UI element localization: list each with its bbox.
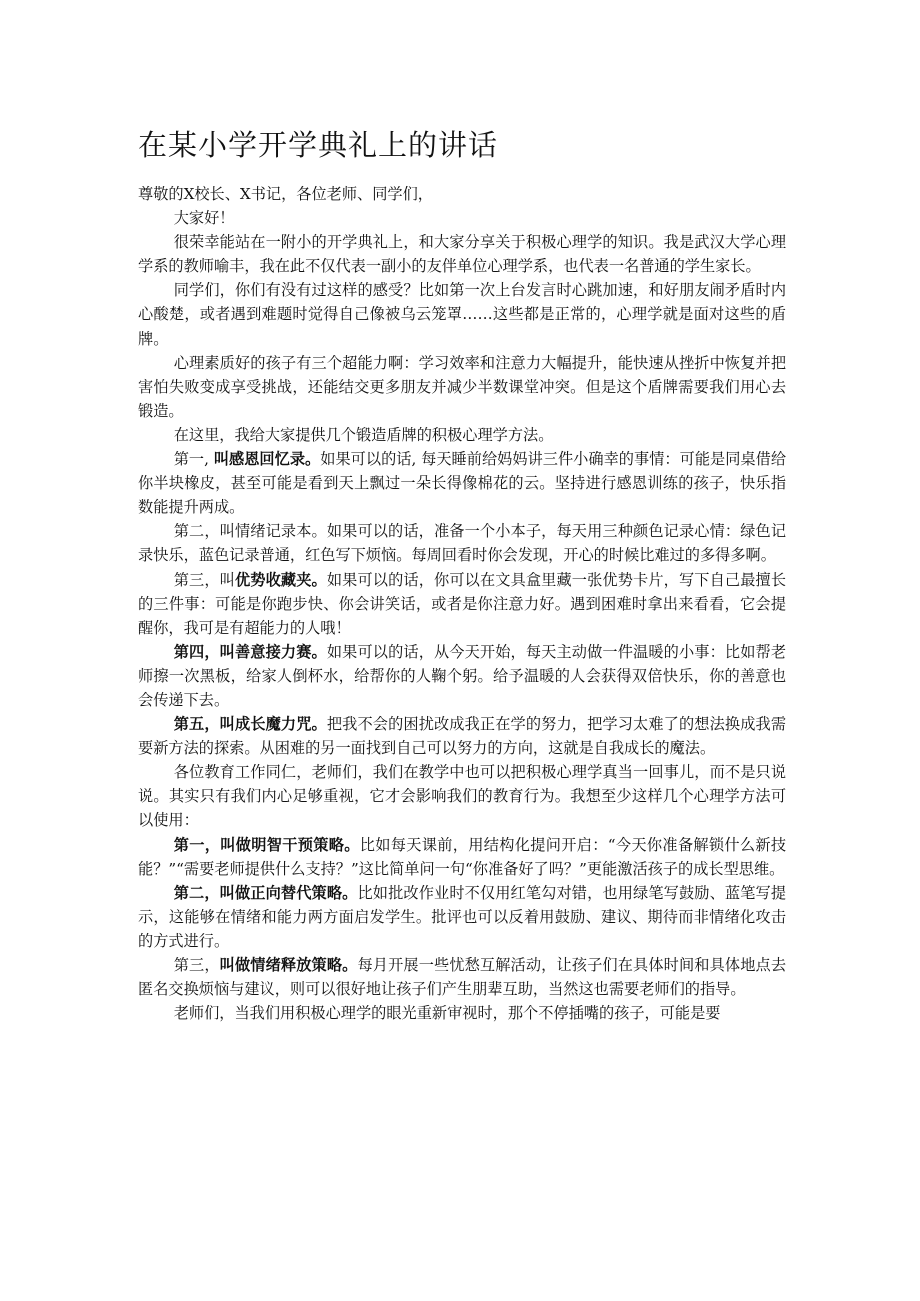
text-run: 第三，叫 — [173, 570, 235, 589]
paragraph — [138, 206, 786, 230]
bold-text-run: 第四，叫善意接力赛。 — [173, 642, 327, 661]
text-run: 很荣幸能站在一附小的开学典礼上，和大家分享关于积极心理学的知识。我是武汉大学心理学系的教师喻丰，我在此不仅代表一副小的友伴单位心理学系，也代表一名普通的学生家长。 — [138, 233, 786, 276]
text-run: 在这里，我给大家提供几个锻造盾牌的积极心理学方法。 — [173, 425, 554, 444]
paragraph — [138, 568, 786, 640]
paragraph — [138, 640, 786, 712]
paragraph — [138, 519, 786, 567]
paragraph — [138, 351, 786, 423]
text-run: 第一, — [173, 450, 214, 469]
paragraph — [138, 278, 786, 350]
text-run: 大家好！ — [173, 209, 235, 228]
text-run: 老师们，当我们用积极心理学的眼光重新审视时，那个不停插嘴的孩子，可能是要 — [173, 1004, 721, 1023]
document-body — [138, 182, 786, 1025]
paragraph — [138, 760, 786, 832]
paragraph — [138, 712, 786, 760]
paragraph — [138, 447, 786, 519]
text-run: 心理素质好的孩子有三个超能力啊：学习效率和注意力大幅提升，能快速从挫折中恢复并把害怕失败变成享受挑战，还能结交更多朋友并减少半数课堂冲突。但是这个盾牌需要我们用心去锻造。 — [138, 353, 786, 420]
text-run: 尊敬的X校长、X书记，各位老师、同学们， — [138, 185, 433, 203]
document-title: 在某小学开学典礼上的讲话 — [138, 128, 499, 162]
bold-text-run: 叫感恩回忆录。 — [213, 450, 321, 469]
paragraph — [138, 881, 786, 953]
bold-text-run: 第五，叫成长魔力咒。 — [173, 715, 327, 734]
paragraph — [138, 953, 786, 1001]
text-run: 如果可以的话, 每天睡前给妈妈讲三件小确幸的事情：可能是同桌借给你半块橡皮，甚至可能是看到天上飘过一朵长得像棉花的云。坚持进行感恩训练的孩子，快乐指数能提升两成。 — [138, 450, 787, 517]
bold-text-run: 优势收藏夹。 — [234, 570, 327, 589]
text-run: 比如批改作业时不仅用红笔勾对错，也用绿笔写鼓励、蓝笔写提示，这能够在情绪和能力两方面启发学生。批评也可以反着用鼓励、建议、期待而非情绪化攻击的方式进行。 — [138, 883, 787, 950]
document-page — [138, 122, 786, 1025]
text-run: 每月开展一些忧愁互解活动，让孩子们在具体时间和具体地点去匿名交换烦恼与建议，则可以很好地让孩子们产生朋辈互助，当然这也需要老师们的指导。 — [138, 956, 787, 999]
text-run: 如果可以的话，你可以在文具盒里藏一张优势卡片，写下自己最擅长的三件事：可能是你跑步快、你会讲笑话，或者是你注意力好。遇到困难时拿出来看看，它会提醒你，我可是有超能力的人哦！ — [138, 570, 787, 637]
text-run: 比如每天课前，用结构化提问开启：“今天你准备解锁什么新技能？”“需要老师提供什么支持？”这比简单问一句“你准备好了吗？”更能激活孩子的成长型思维。 — [138, 835, 787, 878]
paragraph — [138, 1001, 786, 1025]
text-run: 把我不会的困扰改成我正在学的努力，把学习太难了的想法换成我需要新方法的探索。从困难的另一面找到自己可以努力的方向，这就是自我成长的魔法。 — [138, 715, 787, 758]
paragraph — [138, 230, 786, 278]
paragraph — [138, 182, 786, 206]
text-run: 如果可以的话，从今天开始，每天主动做一件温暖的小事：比如帮老师擦一次黑板，给家人倒杯水，给帮你的人鞠个躬。给予温暖的人会获得双倍快乐，你的善意也会传递下去。 — [138, 642, 787, 709]
text-run: 同学们，你们有没有过这样的感受？比如第一次上台发言时心跳加速，和好朋友闹矛盾时内心酸楚，或者遇到难题时觉得自己像被乌云笼罩……这些都是正常的，心理学就是面对这些的盾牌。 — [138, 281, 786, 348]
text-run: 各位教育工作同仁，老师们，我们在教学中也可以把积极心理学真当一回事儿，而不是只说说。其实只有我们内心足够重视，它才会影响我们的教育行为。我想至少这样几个心理学方法可以使用： — [138, 763, 786, 830]
bold-text-run: 第一，叫做明智干预策略。 — [173, 835, 360, 854]
paragraph — [138, 423, 786, 447]
paragraph — [138, 833, 786, 881]
bold-text-run: 第二，叫做正向替代策略。 — [173, 883, 358, 902]
text-run: 第三， — [173, 956, 220, 974]
text-run: 第二，叫情绪记录本。如果可以的话，准备一个小本子，每天用三种颜色记录心情：绿色记录快乐，蓝色记录普通，红色写下烦恼。每周回看时你会发现，开心的时候比难过的多得多啊。 — [138, 522, 786, 565]
bold-text-run: 叫做情绪释放策略。 — [219, 956, 358, 974]
